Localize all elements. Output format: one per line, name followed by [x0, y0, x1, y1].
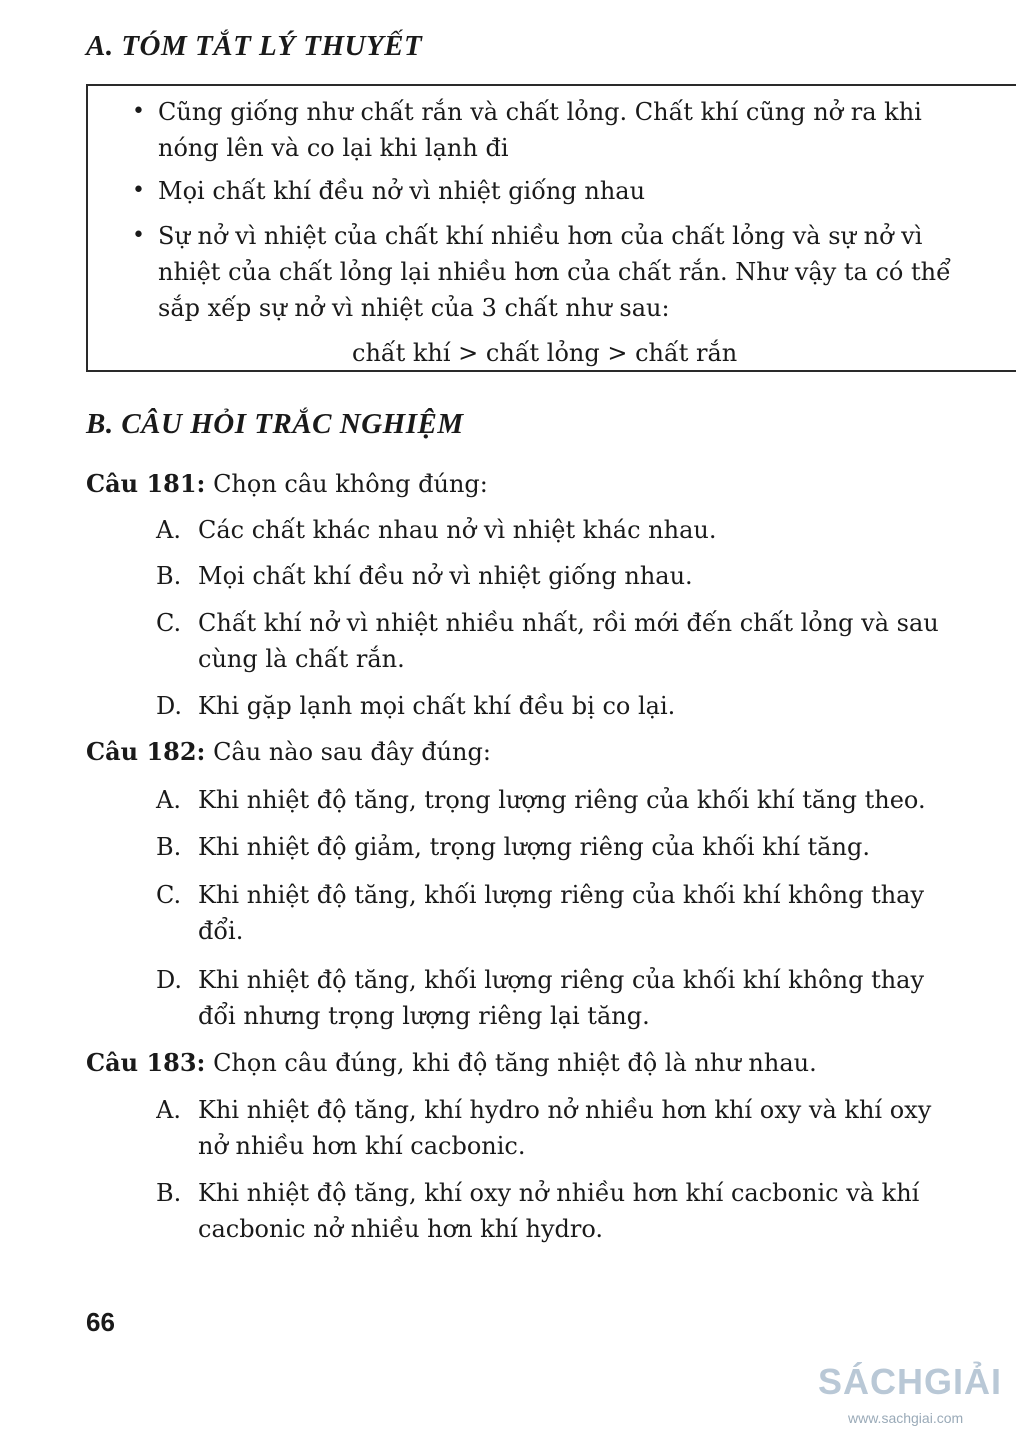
option-182-d — [156, 962, 1016, 1042]
option-text: đổi nhưng trọng lượng riêng lại tăng. — [198, 1002, 650, 1030]
option-letter: A. — [156, 516, 181, 544]
option-letter: C. — [156, 881, 182, 909]
option-text: Chất khí nở vì nhiệt nhiều nhất, rồi mới đến chất lỏng và sau — [198, 609, 939, 637]
question-182 — [86, 734, 491, 770]
bullet-line: Mọi chất khí đều nở vì nhiệt giống nhau — [158, 177, 646, 205]
option-text: cacbonic nở nhiều hơn khí hydro. — [198, 1215, 603, 1243]
bullet-line: Cũng giống như chất rắn và chất lỏng. Chất khí cũng nở ra khi — [158, 98, 922, 126]
option-text: Các chất khác nhau nở vì nhiệt khác nhau. — [198, 516, 717, 544]
option-letter: D. — [156, 692, 183, 720]
option-letter: B. — [156, 833, 182, 861]
option-text: Khi nhiệt độ tăng, khí hydro nở nhiều hơn khí oxy và khí oxy — [198, 1096, 932, 1124]
question-181 — [86, 466, 488, 502]
option-letter: C. — [156, 609, 182, 637]
watermark-url: www.sachgiai.com — [848, 1410, 964, 1426]
question-number: Câu 181: — [86, 469, 206, 498]
bullet-line: nhiệt của chất lỏng lại nhiều hơn của chất rắn. Như vậy ta có thể — [158, 258, 951, 286]
bullet-icon: • — [132, 178, 145, 203]
question-number: Câu 182: — [86, 737, 206, 766]
option-text: Mọi chất khí đều nở vì nhiệt giống nhau. — [198, 562, 693, 590]
page-number: 66 — [86, 1307, 115, 1337]
option-183-b — [156, 1175, 1016, 1255]
option-text: nở nhiều hơn khí cacbonic. — [198, 1132, 526, 1160]
section-b-title: B. CÂU HỎI TRẮC NGHIỆM — [86, 408, 464, 440]
option-letter: A. — [156, 786, 181, 814]
sachgiai-watermark — [818, 1362, 1018, 1426]
option-text: Khi nhiệt độ tăng, khối lượng riêng của khối khí không thay — [198, 966, 925, 994]
bullet-line: sắp xếp sự nở vì nhiệt của 3 chất như sau: — [158, 294, 670, 322]
watermark-logo: SÁCHGIẢI — [818, 1361, 1003, 1402]
option-letter: D. — [156, 966, 183, 994]
option-text: Khi gặp lạnh mọi chất khí đều bị co lại. — [198, 692, 676, 720]
option-letter: B. — [156, 562, 182, 590]
question-number: Câu 183: — [86, 1048, 206, 1077]
question-prompt: Chọn câu đúng, khi độ tăng nhiệt độ là như nhau. — [213, 1049, 817, 1077]
option-text: Khi nhiệt độ tăng, khối lượng riêng của khối khí không thay — [198, 881, 925, 909]
bullet-line: nóng lên và co lại khi lạnh đi — [158, 134, 509, 162]
option-181-c — [156, 605, 1016, 685]
option-text: Khi nhiệt độ giảm, trọng lượng riêng của khối khí tăng. — [198, 833, 870, 861]
option-text: Khi nhiệt độ tăng, khí oxy nở nhiều hơn khí cacbonic và khí — [198, 1179, 920, 1207]
option-text: cùng là chất rắn. — [198, 645, 405, 673]
section-a-title: A. TÓM TẮT LÝ THUYẾT — [86, 30, 423, 62]
question-prompt: Chọn câu không đúng: — [213, 470, 488, 498]
option-text: đổi. — [198, 917, 244, 945]
option-182-c — [156, 877, 1016, 957]
question-183 — [86, 1045, 817, 1081]
bullet-icon: • — [132, 223, 145, 248]
option-183-a — [156, 1092, 1016, 1172]
question-prompt: Câu nào sau đây đúng: — [213, 738, 491, 766]
expansion-ordering: chất khí > chất lỏng > chất rắn — [352, 339, 738, 367]
option-letter: B. — [156, 1179, 182, 1207]
bullet-icon: • — [132, 99, 145, 124]
option-text: Khi nhiệt độ tăng, trọng lượng riêng của khối khí tăng theo. — [198, 786, 926, 814]
bullet-line: Sự nở vì nhiệt của chất khí nhiều hơn của chất lỏng và sự nở vì — [158, 222, 923, 250]
option-letter: A. — [156, 1096, 181, 1124]
